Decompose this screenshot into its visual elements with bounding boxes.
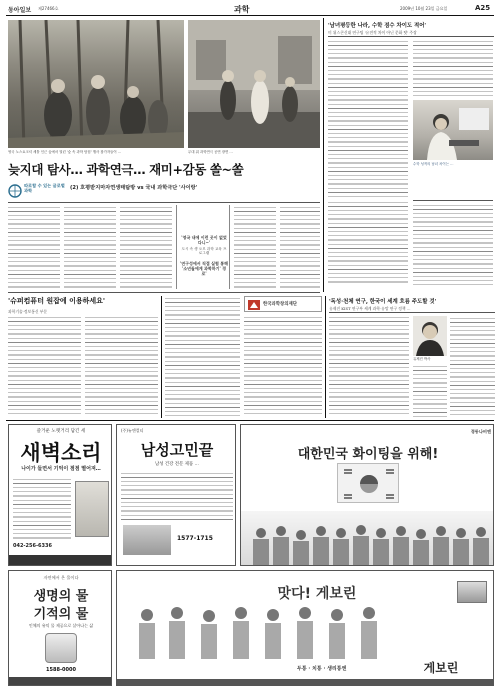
right-body-col-3: [328, 200, 408, 286]
ad1-title: 새벽소리: [20, 441, 102, 465]
side-box-body: [413, 203, 493, 285]
right-col-divider: [323, 18, 324, 292]
mini-subhead: 과학기술·정보통신 부문: [8, 309, 48, 314]
main-body-col-5: [280, 205, 320, 289]
ad2-product: [123, 525, 171, 555]
portrait-caption: 유제진 박사: [413, 357, 431, 361]
ad-men-health[interactable]: [116, 424, 236, 566]
ad1-subtitle: 나이가 들면서 기억이 점점 떨어져…: [21, 466, 101, 472]
ad4-product: [45, 633, 77, 663]
ad5-people: [117, 601, 494, 661]
fusion-subhead: 유제진 KIST 연구부 세계 과학·유망 연구 정책 …: [329, 306, 411, 311]
pull-quote-1b: 도시 속 생 오모 과학 교육 프로그램: [181, 247, 227, 256]
ad2-body: [121, 471, 233, 521]
side-box: [413, 200, 493, 286]
ad2-subtitle: 남성 건강 전문 제품 …: [155, 462, 199, 467]
ad1-product: [75, 481, 109, 537]
mini-body-col-2: [85, 315, 158, 417]
ad1-footer: [9, 555, 112, 566]
main-body-col-4: [234, 205, 276, 289]
side-box-rule: [413, 200, 493, 201]
foundation-logo: [244, 296, 322, 312]
forest-photo: [8, 20, 184, 148]
series-tag: 따로할 수 있는 글로벌 과학: [24, 183, 65, 193]
fusion-rule: [329, 312, 495, 313]
issue-date: 2009년 10월 23일 금요일: [400, 6, 448, 11]
ad4-title2: 기적의 물: [33, 607, 89, 622]
pull-quote-box: [176, 205, 230, 289]
mini-headline: '슈퍼컴퓨터 원잡에 이용하세요': [8, 297, 106, 305]
ad3-brand: 경동나비엔: [470, 429, 491, 434]
fusion-divider: [325, 296, 326, 418]
flag-icon: [338, 464, 400, 504]
briefs-divider: [161, 296, 162, 418]
portrait-photo: [413, 316, 447, 356]
mini-body-col-1: [8, 315, 81, 417]
foundation-name: 한국과학창의재단: [263, 302, 297, 307]
ad4-footer: [9, 677, 112, 686]
pull-quote-1: '영국 내에 이런 곳이 없었다니~': [181, 235, 227, 245]
right-headline: '남녀평등한 나라, 수학 점수 차이도 적어': [328, 23, 427, 29]
right-subhead: 미 위스콘신대 연구팀 '유전적 차이 아닌 문화 탓' 주장: [328, 30, 417, 35]
ad2-top: (주)뉴앤컬티: [121, 428, 144, 433]
ad1-body: [13, 477, 71, 539]
fusion-headline: '독성·천체 연구, 한국이 세계 흐름 주도할 것': [329, 299, 437, 305]
ad4-phone: 1588-0000: [46, 667, 76, 673]
theater-photo: [188, 20, 320, 148]
main-bottom-rule: [8, 292, 320, 293]
ad-water[interactable]: [8, 570, 112, 686]
section-title: 과학: [234, 5, 250, 14]
ad4-top: 자연에서 온 물이다: [43, 575, 79, 580]
fusion-body-col-3: [413, 364, 447, 417]
ad5-box: [457, 581, 487, 603]
fusion-body-col-2: [450, 316, 495, 417]
masthead-rule: [6, 15, 494, 16]
sub-headline: (2) 호평받지마자연생태탐방 vs 국내 과학극단 '사이랑': [70, 185, 198, 191]
issue-number: 제27466호: [38, 6, 59, 11]
briefs-col-1: [165, 296, 240, 417]
briefs-col-2: [244, 315, 322, 417]
ad4-title: 생명의 물: [33, 589, 89, 604]
ad-painkiller[interactable]: [116, 570, 494, 686]
ad5-footer: [117, 679, 494, 686]
ad3-flag: [337, 463, 399, 503]
ad3-crowd: [241, 511, 494, 566]
ad2-title: 남성고민끝: [140, 441, 214, 459]
pull-quote-2: '연구성에서 직접 실험 통해 '소년들에게 과학하기' 경로': [180, 261, 228, 276]
main-body-col-3: [120, 205, 172, 289]
main-body-col-1: [8, 205, 60, 289]
ads-top-rule: [6, 420, 494, 421]
ad5-bottom: 두통 · 치통 · 생리통엔: [297, 666, 347, 672]
right-photo-caption: 수학 성적의 남녀 차이는 …: [413, 162, 454, 166]
photo-caption-left: 영국 노스요크셔 세틀 인근 숲에서 열린 '숲 속 과학 탐험' 행사 참가자들이 …: [8, 150, 122, 154]
girl-study-photo: [413, 100, 493, 160]
ad3-title: 대한민국 화이팅을 위해!: [297, 447, 439, 462]
paper-name: 동아일보: [8, 7, 32, 14]
series-logo-box: [8, 181, 64, 201]
main-headline: 늦지대 탐사… 과학연극… 재미+감동 쏠~쏠: [8, 162, 244, 177]
right-body-col-2: [413, 39, 493, 97]
headline-rule: [8, 202, 320, 203]
ad1-phone: 042-256-6336: [13, 543, 52, 549]
right-body-col-1: [328, 39, 408, 199]
ad2-phone: 1577-1715: [177, 535, 213, 542]
ad-boiler-cheer[interactable]: [240, 424, 494, 566]
fusion-body-col-1: [329, 315, 409, 417]
ad4-subtitle: 인체의 유익 물 제공으로 살아나는 삶: [28, 623, 94, 628]
main-body-col-2: [64, 205, 116, 289]
photo-caption-right: 무대 위 과학연극 공연 장면 …: [188, 150, 233, 154]
ad1-top: 즐거운 노랫거리 담긴 세: [36, 429, 86, 434]
ad5-brand: 게보린: [423, 661, 459, 675]
page-number: A25: [475, 4, 491, 12]
ad5-title: 맛다! 게보린: [277, 586, 357, 602]
ad-memory-supplement[interactable]: [8, 424, 112, 566]
foundation-icon: [247, 299, 261, 311]
globe-icon: [8, 183, 22, 199]
right-head-rule: [328, 36, 494, 37]
